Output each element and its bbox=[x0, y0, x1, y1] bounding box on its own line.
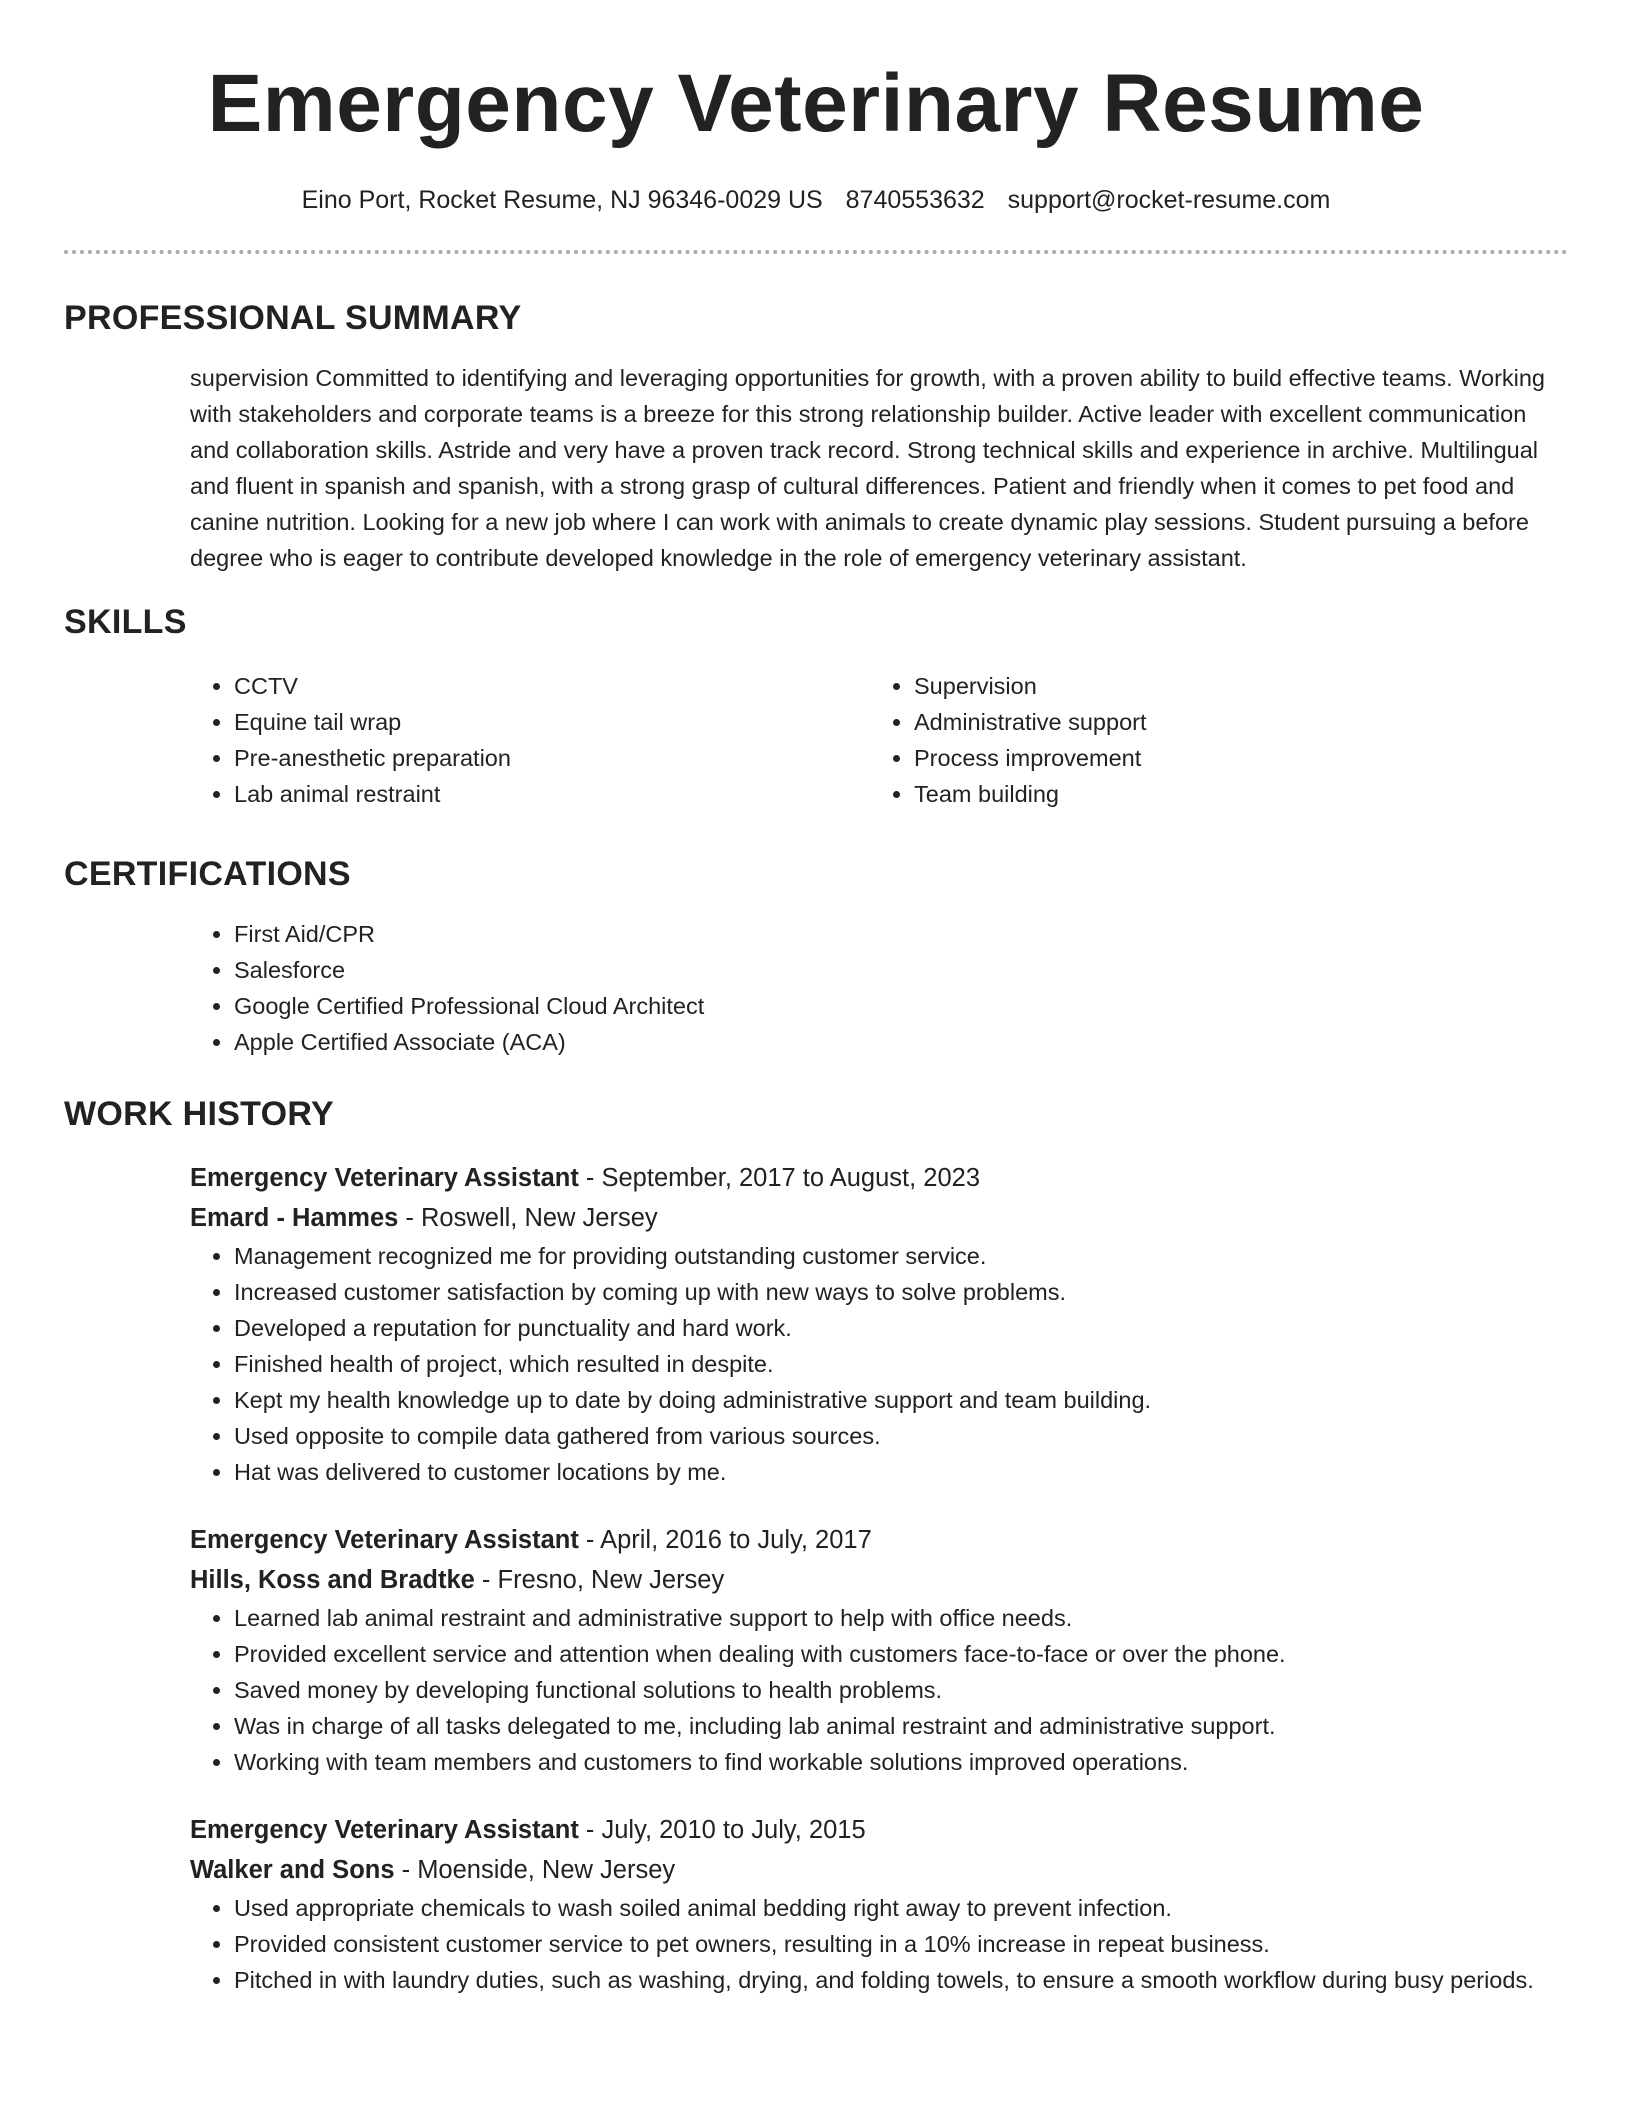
job-entry bbox=[190, 1810, 1568, 1998]
job-role-line bbox=[190, 1810, 1568, 1850]
skill-item: • Pre-anesthetic preparation bbox=[234, 740, 870, 776]
job-company-line bbox=[190, 1850, 1568, 1890]
job-bullet: • Kept my health knowledge up to date by doing administrative support and team building. bbox=[234, 1382, 1568, 1418]
skill-item: • Team building bbox=[914, 776, 1550, 812]
job-bullet: • Increased customer satisfaction by coming up with new ways to solve problems. bbox=[234, 1274, 1568, 1310]
skills-column-right bbox=[870, 668, 1550, 812]
job-bullet: • Used opposite to compile data gathered from various sources. bbox=[234, 1418, 1568, 1454]
summary-heading: PROFESSIONAL SUMMARY bbox=[64, 299, 522, 337]
contact-line bbox=[64, 184, 1568, 216]
work-history-heading: WORK HISTORY bbox=[64, 1095, 334, 1133]
resume-title: Emergency Veterinary Resume bbox=[207, 58, 1425, 149]
certification-item: • Salesforce bbox=[234, 952, 1568, 988]
skill-item: • Process improvement bbox=[914, 740, 1550, 776]
skill-item: • Administrative support bbox=[914, 704, 1550, 740]
skills-column-left bbox=[190, 668, 870, 812]
job-role: Emergency Veterinary Assistant bbox=[190, 1164, 579, 1192]
job-location: - Roswell, New Jersey bbox=[398, 1204, 658, 1232]
skill-item: • Equine tail wrap bbox=[234, 704, 870, 740]
skill-item: • CCTV bbox=[234, 668, 870, 704]
job-bullet: • Provided excellent service and attention when dealing with customers face-to-face or over the phone. bbox=[234, 1636, 1568, 1672]
skills-grid bbox=[190, 668, 1568, 812]
job-bullet: • Hat was delivered to customer locations by me. bbox=[234, 1454, 1568, 1490]
job-bullet: • Provided consistent customer service to pet owners, resulting in a 10% increase in repeat business. bbox=[234, 1926, 1568, 1962]
job-entry bbox=[190, 1158, 1568, 1490]
job-bullet: • Working with team members and customers to find workable solutions improved operations. bbox=[234, 1744, 1568, 1780]
job-entry bbox=[190, 1520, 1568, 1780]
job-dates: - April, 2016 to July, 2017 bbox=[578, 1526, 872, 1554]
job-role: Emergency Veterinary Assistant bbox=[190, 1816, 579, 1844]
job-bullet: • Pitched in with laundry duties, such as washing, drying, and folding towels, to ensure a smooth workflow during busy periods. bbox=[234, 1962, 1568, 1998]
skill-item: • Supervision bbox=[914, 668, 1550, 704]
job-company-line bbox=[190, 1198, 1568, 1238]
job-location: - Fresno, New Jersey bbox=[474, 1566, 725, 1594]
job-role: Emergency Veterinary Assistant bbox=[190, 1526, 579, 1554]
contact-email: support@rocket-resume.com bbox=[1007, 186, 1331, 214]
summary-text: supervision Committed to identifying and leveraging opportunities for growth, with a proven ability to build effective teams. Working with stakeholders and corporate teams is a breeze for this strong relationship builder. Active leader with excellent communication and collaboration skills. Astride and very have a proven track record. Strong technical skills and experience in archive. Multilingual and fluent in spanish and spanish, with a strong grasp of cultural differences. Patient and friendly when it comes to pet food and canine nutrition. Looking for a new job where I can work with animals to create dynamic play sessions. Student pursuing a before degree who is eager to contribute developed knowledge in the role of emergency veterinary assistant. bbox=[190, 365, 1546, 571]
certifications-heading: CERTIFICATIONS bbox=[64, 855, 351, 893]
job-company-line bbox=[190, 1560, 1568, 1600]
job-role-line bbox=[190, 1520, 1568, 1560]
contact-address: Eino Port, Rocket Resume, NJ 96346-0029 US bbox=[301, 186, 823, 214]
job-company: Emard - Hammes bbox=[190, 1204, 399, 1232]
certification-item: • Apple Certified Associate (ACA) bbox=[234, 1024, 1568, 1060]
job-company: Hills, Koss and Bradtke bbox=[190, 1566, 475, 1594]
job-bullet: • Saved money by developing functional solutions to health problems. bbox=[234, 1672, 1568, 1708]
job-bullet: • Used appropriate chemicals to wash soiled animal bedding right away to prevent infection. bbox=[234, 1890, 1568, 1926]
job-bullet: • Management recognized me for providing outstanding customer service. bbox=[234, 1238, 1568, 1274]
resume-page bbox=[64, 0, 1568, 1998]
certification-item: • First Aid/CPR bbox=[234, 916, 1568, 952]
job-bullet: • Finished health of project, which resulted in despite. bbox=[234, 1346, 1568, 1382]
skills-heading: SKILLS bbox=[64, 603, 187, 641]
job-role-line bbox=[190, 1158, 1568, 1198]
job-dates: - September, 2017 to August, 2023 bbox=[578, 1164, 981, 1192]
contact-phone: 8740553632 bbox=[845, 186, 985, 214]
header-divider bbox=[64, 250, 1568, 254]
job-bullet: • Was in charge of all tasks delegated to me, including lab animal restraint and administrative support. bbox=[234, 1708, 1568, 1744]
skill-item: • Lab animal restraint bbox=[234, 776, 870, 812]
job-bullet: • Developed a reputation for punctuality and hard work. bbox=[234, 1310, 1568, 1346]
job-bullet: • Learned lab animal restraint and administrative support to help with office needs. bbox=[234, 1600, 1568, 1636]
certifications-list bbox=[190, 916, 1568, 1060]
certification-item: • Google Certified Professional Cloud Architect bbox=[234, 988, 1568, 1024]
job-company: Walker and Sons bbox=[190, 1856, 395, 1884]
job-dates: - July, 2010 to July, 2015 bbox=[578, 1816, 866, 1844]
job-location: - Moenside, New Jersey bbox=[394, 1856, 676, 1884]
